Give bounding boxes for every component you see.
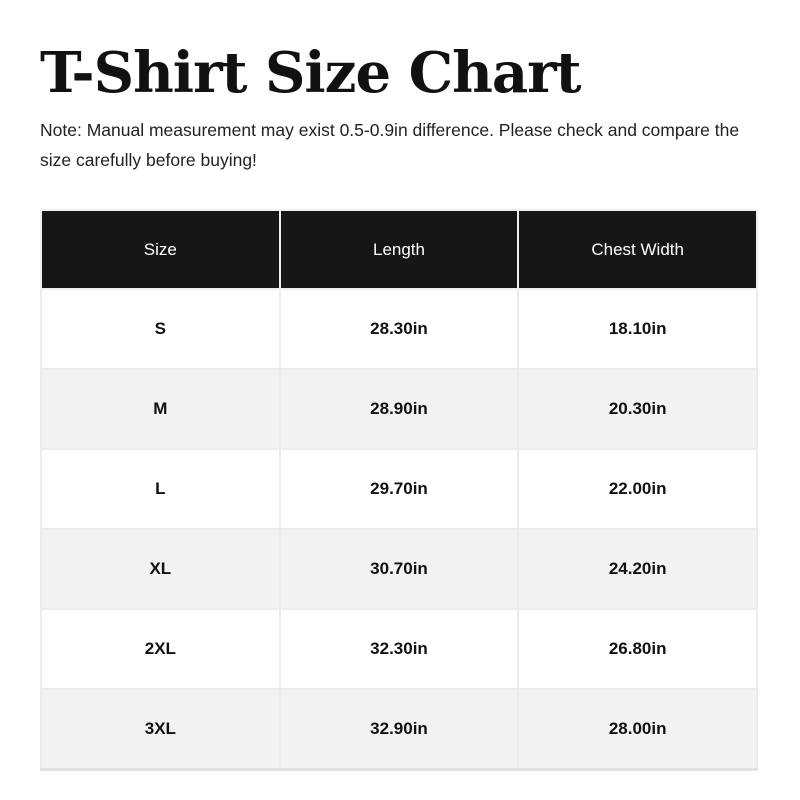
page: [0, 40, 800, 771]
cell-chest-width: 22.00in: [518, 449, 757, 529]
cell-length: 32.30in: [280, 609, 519, 689]
cell-size: 3XL: [41, 689, 280, 770]
cell-chest-width: 24.20in: [518, 529, 757, 609]
cell-length: 30.70in: [280, 529, 519, 609]
table-row-3xl: [41, 689, 757, 770]
cell-size: 2XL: [41, 609, 280, 689]
cell-size: XL: [41, 529, 280, 609]
cell-length: 32.90in: [280, 689, 519, 770]
note-text: Note: Manual measurement may exist 0.5-0.9in difference. Please check and compare the size carefully before buying!: [40, 120, 740, 171]
table-header-row: [41, 210, 757, 289]
table-body: [41, 289, 757, 770]
cell-chest-width: 18.10in: [518, 289, 757, 369]
table-row-xl: [41, 529, 757, 609]
cell-length: 29.70in: [280, 449, 519, 529]
size-chart-table: [40, 209, 758, 771]
cell-chest-width: 28.00in: [518, 689, 757, 770]
table-row-2xl: [41, 609, 757, 689]
column-header-chest-width: Chest Width: [518, 210, 757, 289]
column-header-length: Length: [280, 210, 519, 289]
page-title: T-Shirt Size Chart: [40, 40, 581, 106]
cell-size: M: [41, 369, 280, 449]
cell-length: 28.90in: [280, 369, 519, 449]
cell-chest-width: 26.80in: [518, 609, 757, 689]
column-header-size: Size: [41, 210, 280, 289]
table-row-s: [41, 289, 757, 369]
cell-size: S: [41, 289, 280, 369]
cell-size: L: [41, 449, 280, 529]
table-header: [41, 210, 757, 289]
cell-chest-width: 20.30in: [518, 369, 757, 449]
table-row-l: [41, 449, 757, 529]
table-row-m: [41, 369, 757, 449]
cell-length: 28.30in: [280, 289, 519, 369]
